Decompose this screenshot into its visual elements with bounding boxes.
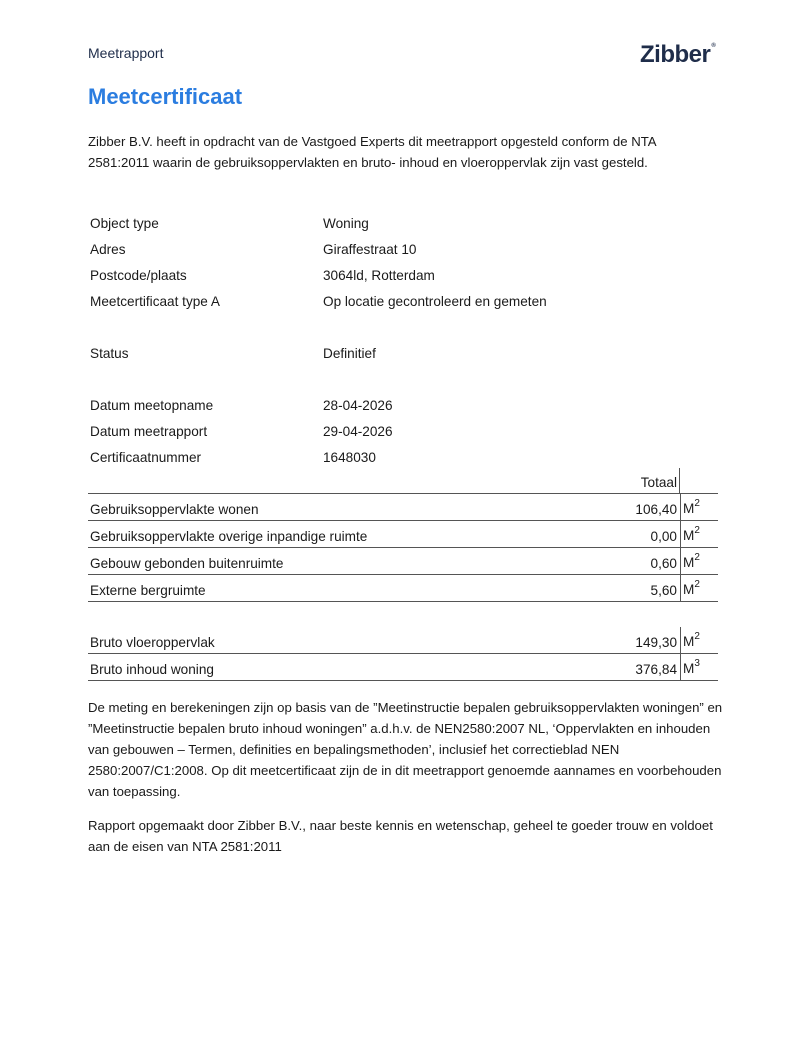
row-unit — [680, 627, 700, 653]
total-column-label: Totaal — [640, 475, 677, 490]
object-info-list — [90, 210, 720, 470]
info-label: Datum meetopname — [90, 397, 214, 413]
info-row-object-type — [90, 210, 720, 236]
gross-table — [88, 627, 718, 681]
table-row — [88, 521, 718, 548]
intro-text: Zibber B.V. heeft in opdracht van de Vastgoed Experts dit meetrapport opgesteld conform de NTA 2581:2011 waarin de gebruiksoppervlakten en bruto- inhoud en vloeroppervlak zijn vast gesteld. — [88, 134, 656, 170]
row-value: 0,00 — [650, 529, 677, 544]
info-row-certificate-number — [90, 444, 720, 470]
info-label: Datum meetrapport — [90, 423, 208, 439]
methodology-paragraph: De meting en berekeningen zijn op basis van de ”Meetinstructie bepalen gebruiksoppervlakten woningen” en ”Meetinstructie bepalen bruto inhoud woningen” a.d.h.v. de NEN2580:2007 NL, ‘Oppervlakten en inhouden van gebouwen – Termen, definities en bepalingsmethoden’, inclusief het correctieblad NEN 2580:2007/C1:2008. Op dit meetcertificaat zijn de in dit meetrapport genoemde aannames en voorbehouden van toepassing. — [88, 700, 723, 799]
unit-exponent: 2 — [694, 525, 700, 536]
row-name: Bruto inhoud woning — [90, 662, 214, 677]
table-row — [88, 494, 718, 521]
info-value: 29-04-2026 — [323, 423, 393, 439]
row-value: 149,30 — [635, 635, 677, 650]
info-row-address — [90, 236, 720, 262]
info-label: Status — [90, 345, 129, 361]
row-value: 5,60 — [650, 583, 677, 598]
info-value: Woning — [323, 215, 369, 231]
info-row-certificate-type — [90, 288, 720, 314]
table-row — [88, 627, 718, 654]
unit-exponent: 2 — [694, 579, 700, 590]
unit-exponent: 2 — [694, 631, 700, 642]
table-total-header — [88, 468, 718, 494]
info-row-measure-date — [90, 392, 720, 418]
page-title: Meetcertificaat — [88, 84, 243, 109]
area-table — [88, 494, 718, 602]
table-row — [88, 575, 718, 602]
row-value: 0,60 — [650, 556, 677, 571]
info-value: 3064ld, Rotterdam — [323, 267, 435, 283]
info-row-postcode — [90, 262, 720, 288]
info-row-status — [90, 340, 720, 366]
unit-symbol: M — [683, 582, 695, 597]
row-unit — [680, 494, 700, 520]
row-value: 106,40 — [635, 502, 677, 517]
column-divider — [679, 468, 680, 493]
unit-symbol: M — [683, 555, 695, 570]
logo-registered-mark: ® — [711, 43, 716, 49]
info-value: Definitief — [323, 345, 376, 361]
row-name: Gebruiksoppervlakte wonen — [90, 502, 259, 517]
info-label: Postcode/plaats — [90, 267, 187, 283]
row-name: Gebouw gebonden buitenruimte — [90, 556, 284, 571]
row-name: Bruto vloeroppervlak — [90, 635, 215, 650]
report-header-label: Meetrapport — [88, 45, 164, 61]
row-unit — [680, 548, 700, 574]
unit-symbol: M — [683, 528, 695, 543]
info-label: Adres — [90, 241, 126, 257]
info-row-report-date — [90, 418, 720, 444]
row-unit — [680, 654, 700, 680]
row-name: Gebruiksoppervlakte overige inpandige ruimte — [90, 529, 368, 544]
row-value: 376,84 — [635, 662, 677, 677]
info-label: Meetcertificaat type A — [90, 293, 220, 309]
unit-exponent: 2 — [694, 498, 700, 509]
unit-symbol: M — [683, 501, 695, 516]
table-row — [88, 548, 718, 575]
info-label: Object type — [90, 215, 159, 231]
zibber-logo — [640, 41, 715, 69]
unit-exponent: 2 — [694, 552, 700, 563]
info-value: 1648030 — [323, 449, 376, 465]
unit-exponent: 3 — [694, 658, 700, 669]
row-name: Externe bergruimte — [90, 583, 206, 598]
unit-symbol: M — [683, 634, 695, 649]
info-value: Op locatie gecontroleerd en gemeten — [323, 293, 547, 309]
table-row — [88, 654, 718, 681]
info-label: Certificaatnummer — [90, 449, 202, 465]
row-unit — [680, 521, 700, 547]
logo-text: Zibber — [640, 41, 711, 68]
info-value: 28-04-2026 — [323, 397, 393, 413]
info-value: Giraffestraat 10 — [323, 241, 417, 257]
closing-paragraph: Rapport opgemaakt door Zibber B.V., naar beste kennis en wetenschap, geheel te goeder trouw en voldoet aan de eisen van NTA 2581:2011 — [88, 818, 713, 854]
row-unit — [680, 575, 700, 601]
unit-symbol: M — [683, 661, 695, 676]
